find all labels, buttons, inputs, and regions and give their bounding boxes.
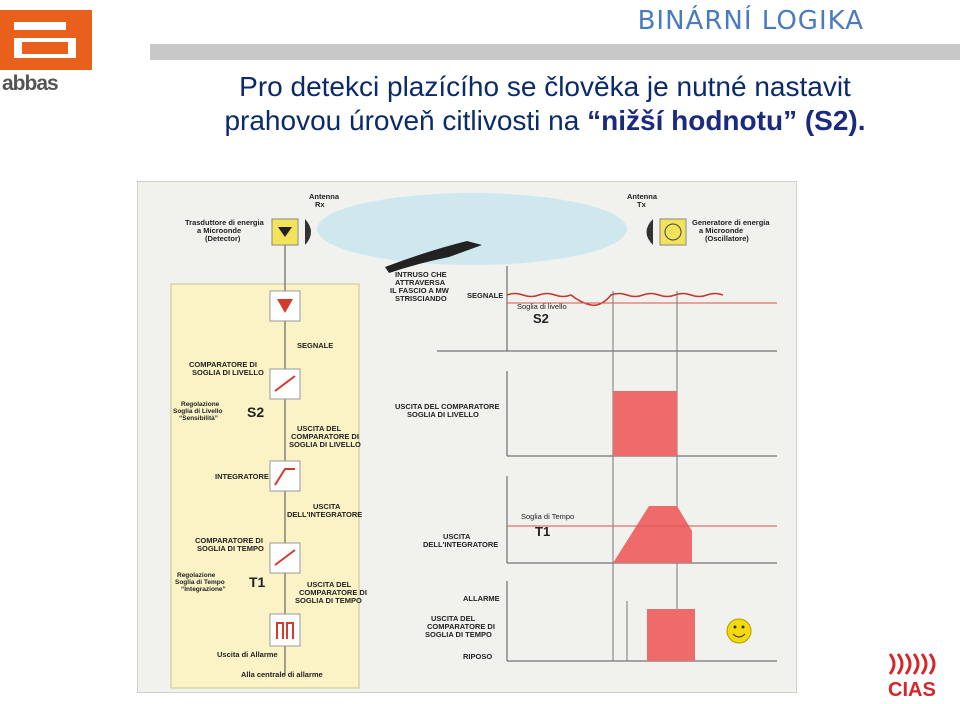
antenna-rx-label-1: Antenna xyxy=(309,192,339,201)
uscita-livello-right-label: USCITA DEL COMPARATORE SOGLIA DI LIVELLO xyxy=(395,402,500,419)
microwave-detector-diagram xyxy=(137,181,797,693)
antenna-tx-label-1: Antenna xyxy=(627,192,657,201)
detector-label: Trasduttore di energia a Microonde (Detector) xyxy=(185,218,264,243)
oscillator-label: Generatore di energia a Microonde (Oscillatore) xyxy=(692,218,770,243)
heading-line-1: Pro detekci plazícího se člověka je nutné nastavit xyxy=(239,71,851,102)
soglia-livello-label: Soglia di livello xyxy=(517,302,567,311)
heading-line-2-prefix: prahovou úroveň citlivosti na xyxy=(224,105,588,136)
section-title: BINÁRNÍ LOGIKA xyxy=(637,6,864,36)
uscita-tempo-right-label: USCITA DEL COMPARATORE DI SOGLIA DI TEMPO xyxy=(425,614,495,639)
slide-heading xyxy=(175,70,915,138)
integratore-label: INTEGRATORE xyxy=(215,472,269,481)
s2-label-right: S2 xyxy=(533,311,549,326)
comp-livello-label: COMPARATORE DI SOGLIA DI LIVELLO xyxy=(189,360,264,377)
s2-label-left: S2 xyxy=(247,404,265,420)
uscita-integratore-right-label: USCITA DELL'INTEGRATORE xyxy=(423,532,499,549)
allarme-label: ALLARME xyxy=(463,594,500,603)
t1-label-right: T1 xyxy=(535,524,551,539)
antenna-tx-label-2: Tx xyxy=(637,200,646,209)
heading-highlight: “nižší hodnotu” xyxy=(587,105,798,136)
intruder-label: INTRUSO CHE ATTRAVERSA IL FASCIO A MW STRISCIANDO xyxy=(390,270,449,303)
uscita-integratore-label: USCITA DELL'INTEGRATORE xyxy=(287,502,363,519)
header-bar xyxy=(150,44,960,60)
antenna-rx-label-2: Rx xyxy=(315,200,325,209)
soglia-tempo-label: Soglia di Tempo xyxy=(521,512,575,521)
level-output-pulse xyxy=(613,391,677,456)
regolazione-t1-label: Regolazione Soglia di Tempo “Integrazione” xyxy=(175,572,226,593)
segnale-label: SEGNALE xyxy=(297,341,334,350)
heading-line-2 xyxy=(175,104,915,138)
t1-label-left: T1 xyxy=(249,574,266,590)
alarm-output-pulse xyxy=(647,609,695,661)
comp-tempo-label: COMPARATORE DI SOGLIA DI TEMPO xyxy=(195,536,264,553)
segnale-graph-label: SEGNALE xyxy=(467,291,504,300)
regolazione-s2-label: Regolazione Soglia di Livello “Sensibilità” xyxy=(173,401,223,422)
cias-logo xyxy=(886,650,942,698)
cias-text: CIAS xyxy=(888,679,936,698)
riposo-label: RIPOSO xyxy=(463,652,493,661)
alla-centrale-label: Alla centrale di allarme xyxy=(241,670,323,679)
logo-text: abbas xyxy=(2,72,58,95)
uscita-tempo-label: USCITA DEL COMPARATORE DI SOGLIA DI TEMPO xyxy=(295,580,367,605)
heading-line-2-suffix: (S2). xyxy=(797,105,866,136)
microwave-beam xyxy=(317,193,627,265)
uscita-allarme-label: Uscita di Allarme xyxy=(217,650,278,659)
oscillator-icon xyxy=(660,219,686,245)
uscita-livello-label: USCITA DEL COMPARATORE DI SOGLIA DI LIVELLO xyxy=(289,424,361,449)
smiley-icon xyxy=(727,619,751,643)
